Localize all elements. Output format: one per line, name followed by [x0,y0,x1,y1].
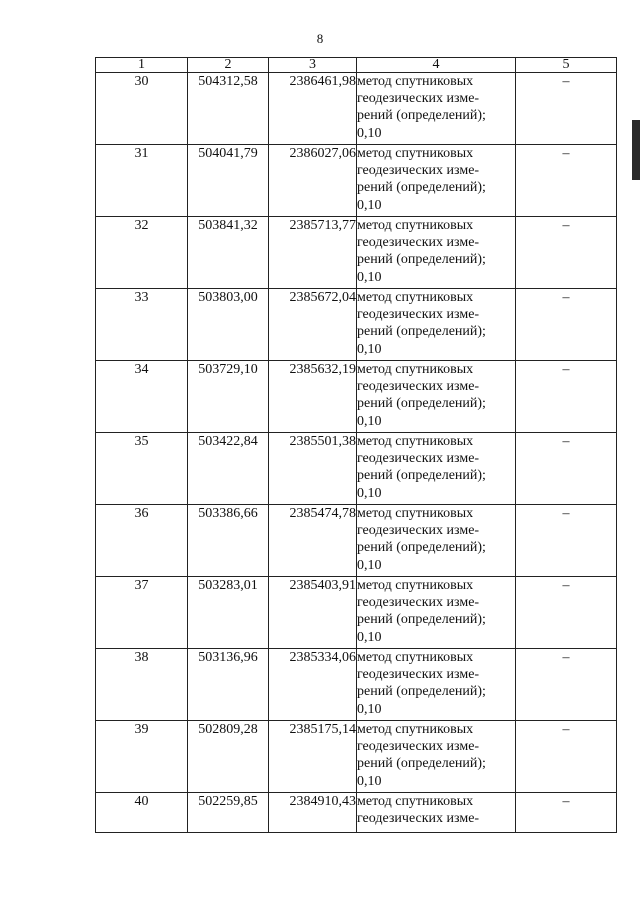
method-text-line: метод спутниковых [357,578,474,593]
table-row [96,721,617,793]
x-coordinate-cell: 503729,10 [188,361,269,433]
x-coordinate-cell: 503803,00 [188,289,269,361]
y-coordinate-cell: 2385632,19 [269,361,357,433]
table-row [96,433,617,505]
y-coordinate-cell: 2385334,06 [269,649,357,721]
x-coordinate-cell: 502259,85 [188,793,269,833]
method-text-line: рений (определений); [357,612,486,628]
note-cell: – [516,577,617,649]
method-cell [357,721,516,793]
point-number-cell: 37 [96,577,188,649]
column-header-3: 3 [269,58,357,73]
method-text-line: геодезических изме- [357,379,480,395]
note-cell: – [516,433,617,505]
table-row [96,793,617,833]
method-text-line: рений (определений); [357,324,486,340]
note-cell: – [516,73,617,145]
point-number-cell: 36 [96,505,188,577]
method-text-line: метод спутниковых [357,434,474,449]
table-header-row [96,58,617,73]
coordinates-table [95,57,617,833]
method-text-line: 0,10 [357,413,382,429]
column-header-4: 4 [357,58,516,73]
table-row [96,577,617,649]
x-coordinate-cell: 504312,58 [188,73,269,145]
method-text-line: метод спутниковых [357,74,474,89]
method-text-line: рений (определений); [357,468,486,484]
table-row [96,649,617,721]
note-cell: – [516,289,617,361]
method-text-line: рений (определений); [357,684,486,700]
method-text-line: геодезических изме- [357,451,480,467]
method-text-line: рений (определений); [357,180,486,196]
point-number-cell: 33 [96,289,188,361]
point-number-cell: 34 [96,361,188,433]
method-text-line: метод спутниковых [357,290,474,305]
point-number-cell: 39 [96,721,188,793]
method-text-line: 0,10 [357,341,382,357]
method-text-line: геодезических изме- [357,307,480,323]
table-row [96,505,617,577]
method-text-line: 0,10 [357,269,382,285]
point-number-cell: 35 [96,433,188,505]
y-coordinate-cell: 2385474,78 [269,505,357,577]
method-cell [357,145,516,217]
method-text-line: рений (определений); [357,396,486,412]
y-coordinate-cell: 2386461,98 [269,73,357,145]
note-cell: – [516,793,617,833]
method-text-line: метод спутниковых [357,722,474,737]
y-coordinate-cell: 2386027,06 [269,145,357,217]
point-number-cell: 30 [96,73,188,145]
method-text-line: метод спутниковых [357,506,474,521]
method-text-line: геодезических изме- [357,235,480,251]
method-cell [357,361,516,433]
x-coordinate-cell: 503422,84 [188,433,269,505]
method-text-line: 0,10 [357,197,382,213]
point-number-cell: 31 [96,145,188,217]
x-coordinate-cell: 503841,32 [188,217,269,289]
method-cell [357,793,516,833]
x-coordinate-cell: 502809,28 [188,721,269,793]
column-header-5: 5 [516,58,617,73]
method-text-line: метод спутниковых [357,146,474,161]
method-text-line: рений (определений); [357,108,486,124]
method-text-line: геодезических изме- [357,739,480,755]
y-coordinate-cell: 2385501,38 [269,433,357,505]
method-text-line: 0,10 [357,557,382,573]
method-text-line: метод спутниковых [357,794,474,809]
method-text-line: 0,10 [357,701,382,717]
method-text-line: геодезических изме- [357,163,480,179]
method-cell [357,289,516,361]
note-cell: – [516,505,617,577]
table-row [96,289,617,361]
method-text-line: рений (определений); [357,252,486,268]
method-text-line: геодезических изме- [357,523,480,539]
column-header-2: 2 [188,58,269,73]
x-coordinate-cell: 503386,66 [188,505,269,577]
point-number-cell: 40 [96,793,188,833]
method-text-line: геодезических изме- [357,811,480,827]
method-text-line: рений (определений); [357,756,486,772]
point-number-cell: 32 [96,217,188,289]
method-text-line: геодезических изме- [357,91,480,107]
method-cell [357,433,516,505]
table-row [96,73,617,145]
method-cell [357,73,516,145]
note-cell: – [516,145,617,217]
method-cell [357,649,516,721]
note-cell: – [516,649,617,721]
method-text-line: рений (определений); [357,540,486,556]
y-coordinate-cell: 2385713,77 [269,217,357,289]
method-text-line: 0,10 [357,485,382,501]
method-text-line: метод спутниковых [357,218,474,233]
y-coordinate-cell: 2385672,04 [269,289,357,361]
method-text-line: 0,10 [357,629,382,645]
column-header-1: 1 [96,58,188,73]
method-cell [357,577,516,649]
method-text-line: геодезических изме- [357,595,480,611]
x-coordinate-cell: 503283,01 [188,577,269,649]
table-row [96,217,617,289]
method-text-line: метод спутниковых [357,650,474,665]
x-coordinate-cell: 504041,79 [188,145,269,217]
method-text-line: 0,10 [357,773,382,789]
method-text-line: 0,10 [357,125,382,141]
note-cell: – [516,721,617,793]
x-coordinate-cell: 503136,96 [188,649,269,721]
y-coordinate-cell: 2384910,43 [269,793,357,833]
method-cell [357,505,516,577]
method-cell [357,217,516,289]
table-row [96,145,617,217]
y-coordinate-cell: 2385175,14 [269,721,357,793]
scan-edge-mark [632,120,640,180]
point-number-cell: 38 [96,649,188,721]
page-number: 8 [316,31,324,46]
note-cell: – [516,217,617,289]
table-row [96,361,617,433]
note-cell: – [516,361,617,433]
method-text-line: метод спутниковых [357,362,474,377]
method-text-line: геодезических изме- [357,667,480,683]
y-coordinate-cell: 2385403,91 [269,577,357,649]
